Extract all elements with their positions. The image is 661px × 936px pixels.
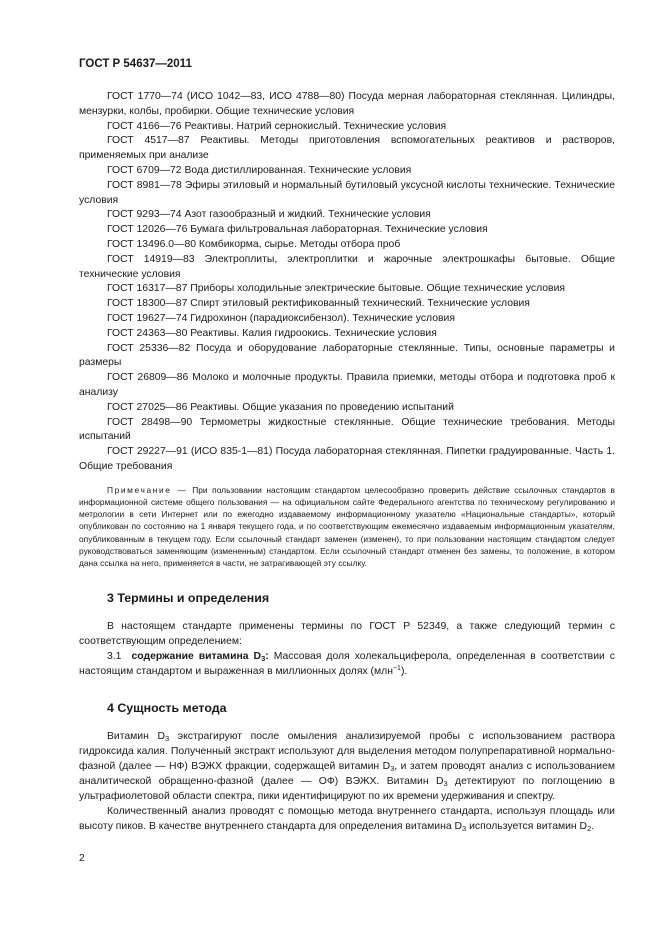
reference-item: ГОСТ 9293—74 Азот газообразный и жидкий. Технические условия	[107, 209, 431, 221]
reference-item: ГОСТ 1770—74 (ИСО 1042—83, ИСО 4788—80) Посуда мерная лабораторная стеклянная. Цилиндры, мензурки, колбы, пробирки. Общие технические условия	[79, 91, 615, 117]
normative-references-list	[79, 90, 615, 475]
reference-item: ГОСТ 24363—80 Реактивы. Калия гидроокись. Технические условия	[107, 327, 437, 339]
term-number: 3.1	[107, 651, 122, 663]
reference-item: ГОСТ 18300—87 Спирт этиловый ректификованный технический. Технические условия	[107, 298, 530, 310]
section-3-heading: 3 Термины и определения	[107, 591, 270, 606]
section-4-paragraph-2: Количественный анализ проводят с помощью метода внутреннего стандарта, используя площадь или высоту пиков. В качестве внутреннего стандарта для определения витамина $D_3$ используется витамин $D_2$.	[79, 806, 615, 834]
reference-item: ГОСТ 13496.0—80 Комбикорма, сырье. Методы отбора проб	[107, 238, 401, 250]
reference-item: ГОСТ 16317—87 Приборы холодильные электрические бытовые. Общие технические условия	[107, 283, 566, 295]
reference-item: ГОСТ 14919—83 Электроплиты, электроплитки и жарочные электрошкафы бытовые. Общие технические условия	[79, 253, 615, 280]
term-definition-3-1: 3.1 содержание витамина $D_3$: Массовая доля холекальциферола, определенная в соответствии с настоящим стандартом и выраженная в миллионных долях (млн$^{-1}$).	[79, 651, 616, 678]
section-4-paragraph-1: Витамин $D_3$ экстрагируют после омыления анализируемой пробы с использованием раствора гидроксида калия. Полученный экстракт используют для выделения методом полупрепаративной нормально-фазной (далее — НФ) ВЭЖХ фракции, содержащей витамин $D_3$, и затем проводят анализ с использованием аналитической обращенно-фазной (далее — ОФ) ВЭЖХ. Витамин $D_3$ детектируют по поглощению в ультрафиолетовой области спектра, пики идентифицируют по их времени удерживания и спектру.	[79, 731, 616, 803]
note-text: При пользовании настоящим стандартом целесообразно проверить действие ссылочных стандартов в информационной системе общего пользования — на официальном сайте Федерального агентства по техническому регулированию и метрологии в сети Интернет или по ежегодно издаваемому информационному указателю «Национальные стандарты», который опубликован по состоянию на 1 января текущего года, и по соответствующим ежемесячно издаваемым информационным указателям, опубликованным в текущем году. Если ссылочный стандарт заменен (изменен), то при пользовании настоящим стандартом следует руководствоваться заменяющим (измененным) стандартом. Если ссылочный стандарт отменен без замены, то положение, в котором дана ссылка на него, применяется в части, не затрагивающей эту ссылку.	[79, 484, 615, 568]
reference-item: ГОСТ 27025—86 Реактивы. Общие указания по проведению испытаний	[107, 401, 454, 413]
reference-item: ГОСТ 8981—78 Эфиры этиловый и нормальный бутиловый уксусной кислоты технические. Технические условия	[79, 179, 615, 206]
reference-item: ГОСТ 12026—76 Бумага фильтровальная лабораторная. Технические условия	[107, 224, 488, 236]
reference-item: ГОСТ 4517—87 Реактивы. Методы приготовления вспомогательных реактивов и растворов, применяемых при анализе	[79, 135, 615, 162]
term-name: содержание витамина $D_3$:	[131, 651, 269, 664]
note-label: Примечание —	[107, 484, 188, 495]
reference-item: ГОСТ 6709—72 Вода дистиллированная. Технические условия	[107, 164, 412, 176]
section-4-heading: 4 Сущность метода	[107, 701, 227, 716]
reference-item: ГОСТ 26809—86 Молоко и молочные продукты. Правила приемки, методы отбора и подготовка проб к анализу	[79, 372, 615, 398]
reference-item: ГОСТ 25336—82 Посуда и оборудование лабораторные стеклянные. Типы, основные параметры и размеры	[79, 342, 615, 369]
section-3-intro: В настоящем стандарте применены термины по ГОСТ Р 52349, а также следующий термин с соответствующим определением:	[79, 621, 615, 648]
page-header: ГОСТ Р 54637—2011	[79, 58, 192, 70]
note-paragraph	[79, 484, 615, 569]
reference-item: ГОСТ 28498—90 Термометры жидкостные стеклянные. Общие технические требования. Методы испытаний	[79, 416, 615, 443]
reference-item: ГОСТ 19627—74 Гидрохинон (парадиоксибензол). Технические условия	[107, 312, 455, 324]
reference-item: ГОСТ 29227—91 (ИСО 835-1—81) Посуда лабораторная стеклянная. Пипетки градуированные. Часть 1. Общие требования	[79, 446, 615, 472]
page-number: 2	[79, 853, 85, 864]
term-definition: Массовая доля холекальциферола, определенная в соответствии с настоящим стандартом и выраженная в миллионных долях (млн	[79, 651, 616, 678]
page-content	[79, 90, 615, 834]
reference-item: ГОСТ 4166—76 Реактивы. Натрий сернокислый. Технические условия	[107, 120, 447, 132]
